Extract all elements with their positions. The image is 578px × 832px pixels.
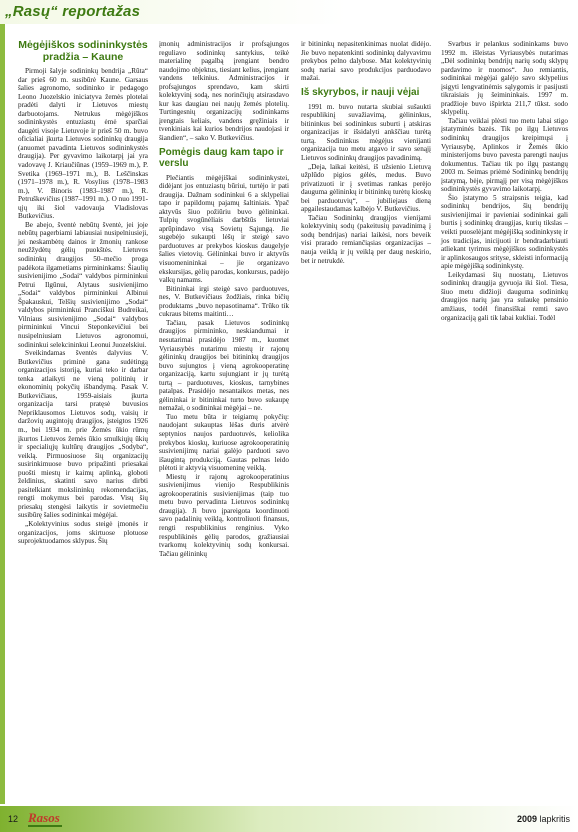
paragraph: Pirmoji šalyje sodininkų bendrija „Rūta“ dar prieš 60 m. susibūrė Kaune. Garsaus šalies agronomo, sodininko ir pedagogo Leono Juozelskio iniciatyva žemės plotelai pradėti dalyti ir Lietuvos miestų darbuotojams. Netrukus mėgėjiškos sodininkystės entuziastų ėmė sparčiai daugėti visoje Lietuvoje ir prieš 50 m. buvo oficialiai įkurta Lietuvos sodininkų draugija (anuomet pavadinta Lietuvos sodininkystės draugija). Per gyvavimo laikotarpį jai yra vadovavę J. Kriaučiūnas (1959–1969 m.), P. Svetika (1969–1971 m.), B. Leščinskas (1971–1978 m.), R. Vosylius (1978–1983 m.), V. Binoris (1983–1987 m.), R. Petruškevičius (1987–1991 m.). O nuo 1991-ųjų iki šiol vadovauja Vladislovas Butkevičius. (18, 67, 148, 221)
left-accent-bar (0, 24, 5, 804)
issue-month: lapkritis (539, 814, 570, 824)
section-title: „Rasų“ reportažas (5, 3, 141, 20)
column-2 (159, 40, 289, 558)
page-number: 12 (8, 814, 19, 824)
paragraph: įmonių administracijos ir profsąjungos reguliavo sodininkų santykius, teikė materialinę pagalbą įrengiant bendro naudojimo objektus, tiesiant kelius, įrengiant vandens telkinius. Administracijos ir profsąjungos sprendavo, kam skirti kolektyvinį sodą, nes norinčiųjų atsirasdavo kur kas daugiau nei naujų žemės plotelių. Turtingesnių organizacijų sodininkams įrengtais keliais, vandens gręžiniais ir tvenkiniais kai kurios bendrijos naudojasi ir šiandien“, – sako V. Butkevičius. (159, 40, 289, 143)
column-4 (441, 40, 568, 322)
paragraph: Tačiau, pasak Lietuvos sodininkų draugijos pirmininko, neskiandumai ir nesutarimai prasidėjo 1987 m., kuomet Vyriausybės nutarimu miestų ir rajonų gėlininkų draugijos bei bitininkų draugijos buvo sujungtos į vieną agrokooperatinę organizaciją, kartu sujungiant ir jų turėtą turtą – parduotuves, kioskus, tarnybines patalpas. Prasidėjo nesantaikos metas, nes gėlininkai ir bitininkai turto buvo sukaupę nemažai, o sodininkai mėgėjai – ne. (159, 318, 289, 413)
footer-gradient (0, 806, 578, 832)
paragraph: Sveikindamas šventės dalyvius V. Butkevičius priminė gana sudėtingą organizacijos istoriją, kuriai teko ir darbar tenka atlaikyti ne vieną politinių ir ekonominių pokyčių išbandymą. Pasak V. Butkevičiaus, 1959-aisiais įkurta organizacija tarsi pratęsė buvusios Nepriklausomos Lietuvos sodų, vaisių ir daržovių augintojų draugijos, įsteigtos 1926 m., bei 1934 m. prie Žemės ūkio rūmų įkurtos Lietuvos žemės ūkio smulkiųjų ūkių ir specialiųjų kultūrų draugijos „Sodyba“, veiklą. Pirmuosiuose šių organizacijų susirinkimuose buvo pripažinti priesakai puošti miestų ir kaimų aplinką, globoti želdinius, skatinti savo narius dirbti pasitelkiant mokslininkų rekomendacijas, rengti mokymus bei parodas. Visų šių priesakų stengėsi laikytis ir sovietmečiu susibūrę šalies sodininkai mėgėjai. (18, 349, 148, 520)
paragraph: Leikydamasi šių nuostatų, Lietuvos sodininkų draugija gyvuoja iki šiol. Tiesa, šiuo metu didžioji dauguma sodininkų draugijos narių jau yra sulaukę pensinio amžiaus, todėl finansiškai remti savo organizaciją gali tik labai kukliai. Todėl (441, 270, 568, 322)
paragraph: ir bitininkų nepasitenkinimas nuolat didėjo. Jie buvo nepatenkinti sodininkų dalyvavimu prekybos pelno dalybose. Mat kolektyvinių sodų nariai savo produkcijos parduodavo mažai. (301, 40, 431, 83)
paragraph: 1991 m. buvo nutarta skubiai sušaukti respublikinį suvažiavimą, gėlininkus, bitininkus bei sodininkus suburti į atskiras organizacijas ir išsidalyti ankščiau turėtą turtą. Sodininkus mėgėjus vienijanti organizacija tuo metu atgavo ir savo senąjį Lietuvos sodininkų draugijos pavadinimą. (301, 102, 431, 163)
column-1 (18, 40, 148, 546)
paragraph: Plečiantis mėgėjiškai sodininkystei, didėjant jos entuziastų būriui, turtėjo ir pati draugija. Dažnam sodininkui 6 a sklypeliai tapo ir papildomų pajamų šaltiniais. Ypač aktyvūs šiuo požiūriu buvo gėlininkai. Tulpių svogūnėliais darbštūs lietuviai aprūpindavo visą Sovietų Sąjungą. Jie sugebėjo sukaupti lėšų ir steigė savo parduotuves ar prekybos kioskus daugelyje šalies vietovių. Gėlininkai buvo ir aktyvūs visuomenininkai – jie organizavo ekskursijas, gėlių parodas, konkursus, padėjo valkų namams. (159, 173, 289, 285)
logo-text: Rasos (28, 810, 60, 825)
issue-year: 2009 (516, 814, 537, 824)
header-bar (0, 0, 578, 24)
subheading: Pomėgis daug kam tapo ir verslu (159, 146, 284, 169)
paragraph: „Kolektyvinius sodus steigė įmonės ir organizacijos, joms skirtuose plotuose suprojektuodamos sklypus. Šių (18, 519, 148, 546)
paragraph: Tačiau Sodininkų draugijos vienijami kolektyvinių sodų (pakeitusių pavadinimą į sodų bendrijas) nariai laikėsi, nors beveik visi prarado remiančiąsias organizacijas – nauja veiklą ir jų veiklą per daug neskiriо, bet ir netrukdė. (301, 213, 431, 265)
article-headline: Mėgėjiškos sodininkystės pradžia – Kaune (18, 39, 148, 63)
paragraph: Tuo metu būta ir teigiamų pokyčių: naudojant sukauptas lėšas duris atvėrė septynios naujos parduotuvės, keliolika prekybos kioskų, kuriuose agrokooperatinių susivienijimų nariai galėjo parduoti savo išaugintą produkciją. Gautas pelnas leido plėtoti ir aktyvią visuomeninę veiklą. (159, 412, 289, 473)
paragraph: „Deja, laikai keitėsi, iš užsienio Lietuvą užplūdo pigios gėlės, medus. Buvo privatizuoti ir į svetimas rankas perėjo dauguma gėlininkų ir bitininkų turėtų kioskų bei parduotuvių“, – jubiliejaus dieną apgailestaudamas kalbėjo V. Butkevičius. (301, 162, 431, 214)
paragraph: Bitininkai irgi steigė savo parduotuves, nes, V. Butkevičiaus žodžiais, rinka bičių produktams „buvo nepasotinama“. Trūko tik cukraus bitems maitinti… (159, 284, 289, 319)
issue-label (517, 814, 570, 824)
paragraph: Be abejo, šventė nebūtų šventė, jei joje nebūtų pagerbiami labiausiai nusipelniusieji, jei neskambėtų dainos ir žmonių rankose neužžydėtų gėlių puokštės. Lietuvos sodininkų draugijos 50–mečio proga padėkota ilgametiams pirmininkams: Šiaulių susivienijimo „Sodai“ valdybos pirmininkui Petrui Ilgūnui, Alytaus susivienijimo „Sodai“ valdybos pirmininkui Albinui Špakauskui, Telšių susivienijimo „Sodai“ valdybos pirmininkui Pranciškui Budreikai, Vilniaus susivienijimo „Sodai“ valdybos pirmininkui Vincui Steponkevičiui bei nusipelniusiam Lietuvos agronomui, sodininkui selekcininkui Leonui Juozelskiui. (18, 220, 148, 349)
paragraph: Svarbus ir pelankus sodininkams buvo 1992 m. išleistas Vyriausybės nutarimas „Dėl sodininkų bendrijų narių sodų sklypų pardavimo ir nuomos“. Juo remiantis, sodininkai mėgėjai galėjo savo sklypelius įsigyti lengvatinėmis sąlygomis ir pasijusti tikraisiais jų šeimininkais. 1997 m. pradžioje buvo išpirkta 211,7 tūkst. sodo sklypelių. (441, 40, 568, 117)
paragraph: Šio įstatymo 5 straipsnis teigia, kad sodininkų bendrijos, šių bendrijų susivienijimai ir pavieniai sodininkai gali burtis į sodininkų draugijas, kurių tikslas – veikti puoselėjant mėgėjišką sodininkystę ir jos tradicijas, inicijuoti ir bendradarbiauti atliekant tyrimus mėgėjiškos sodininkystės ir aplinkosaugos srityse, skleisti informaciją apie mėgėjišką sodininkystę. (441, 193, 568, 271)
column-3 (301, 40, 431, 265)
magazine-logo (28, 810, 60, 826)
subheading: Iš skyrybos, ir nauji vėjai (301, 86, 420, 98)
page-footer (0, 806, 578, 832)
paragraph: Tačiau veiklai plėsti tuo metu labai stigo įstatyminės bazės. Tik po ilgų Lietuvos sodininkų draugijos kreipimųsi į Vyriausybę, Aplinkos ir Žemės ūkio ministerijoms buvo pavesta parengti naujus dokumentus. Tačiau tik po ilgų pastangų 2003 m. Seimas priėmė Sodininkų bendrijų įstatymą, bėje, pirmąjį per visą mėgėjiškos sodininkystės gyvavimo laikotarpį. (441, 116, 568, 194)
paragraph: Miestų ir rajonų agrokooperatinius susivienijimus vienijo Respublikinis agrokooperatinis susivienijimas (taip tuo metu buvo pervadinta Lietuvos sodininkų draugija). Ji buvo įpareigota koordinuoti savo padalinių veiklą, kontroliuoti finansus, rengti respublikinius renginius. Vyko respublikinės gėlių parodos, gražiausiai tvarkomų kolektyvinių sodų konkursai. Tačiau gėlininkų (159, 472, 289, 558)
logo-underline (28, 825, 62, 827)
